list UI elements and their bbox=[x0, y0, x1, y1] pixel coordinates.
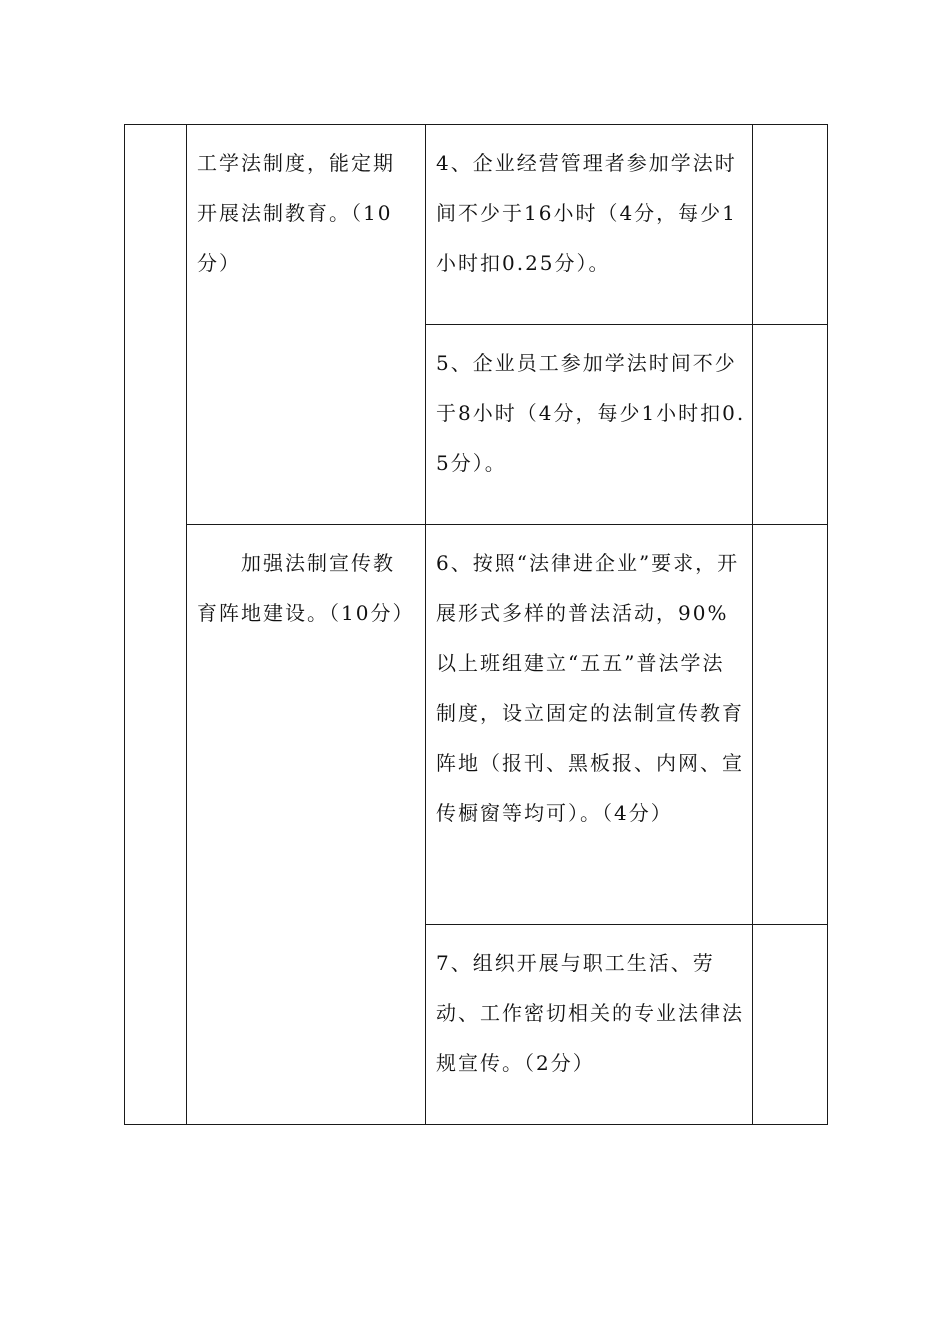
item-text: 7、组织开展与职工生活、劳动、工作密切相关的专业法律法规宣传。（2分） bbox=[436, 951, 744, 1075]
score-cell bbox=[753, 925, 828, 1125]
item-text: 6、按照“法律进企业”要求，开展形式多样的普法活动，90%以上班组建立“五五”普法学法制度，设立固定的法制宣传教育阵地（报刊、黑板报、内网、宣传橱窗等均可）。（4分） bbox=[436, 551, 744, 825]
item-cell bbox=[426, 525, 753, 925]
item-cell bbox=[426, 925, 753, 1125]
score-cell bbox=[753, 125, 828, 325]
standard-cell bbox=[187, 525, 426, 1125]
evaluation-table bbox=[124, 124, 828, 1125]
item-text: 5、企业员工参加学法时间不少于8小时（4分，每少1小时扣0.5分）。 bbox=[436, 351, 746, 475]
item-cell bbox=[426, 125, 753, 325]
standard-text: 加强法制宣传教育阵地建设。（10分） bbox=[197, 551, 415, 625]
table-row bbox=[125, 525, 828, 925]
table-row bbox=[125, 125, 828, 325]
score-cell bbox=[753, 325, 828, 525]
item-text: 4、企业经营管理者参加学法时间不少于16小时（4分，每少1小时扣0.25分）。 bbox=[436, 151, 737, 275]
standard-text: 工学法制度，能定期开展法制教育。（10分） bbox=[197, 151, 395, 275]
item-cell bbox=[426, 325, 753, 525]
category-cell bbox=[125, 125, 187, 1125]
standard-cell bbox=[187, 125, 426, 525]
score-cell bbox=[753, 525, 828, 925]
